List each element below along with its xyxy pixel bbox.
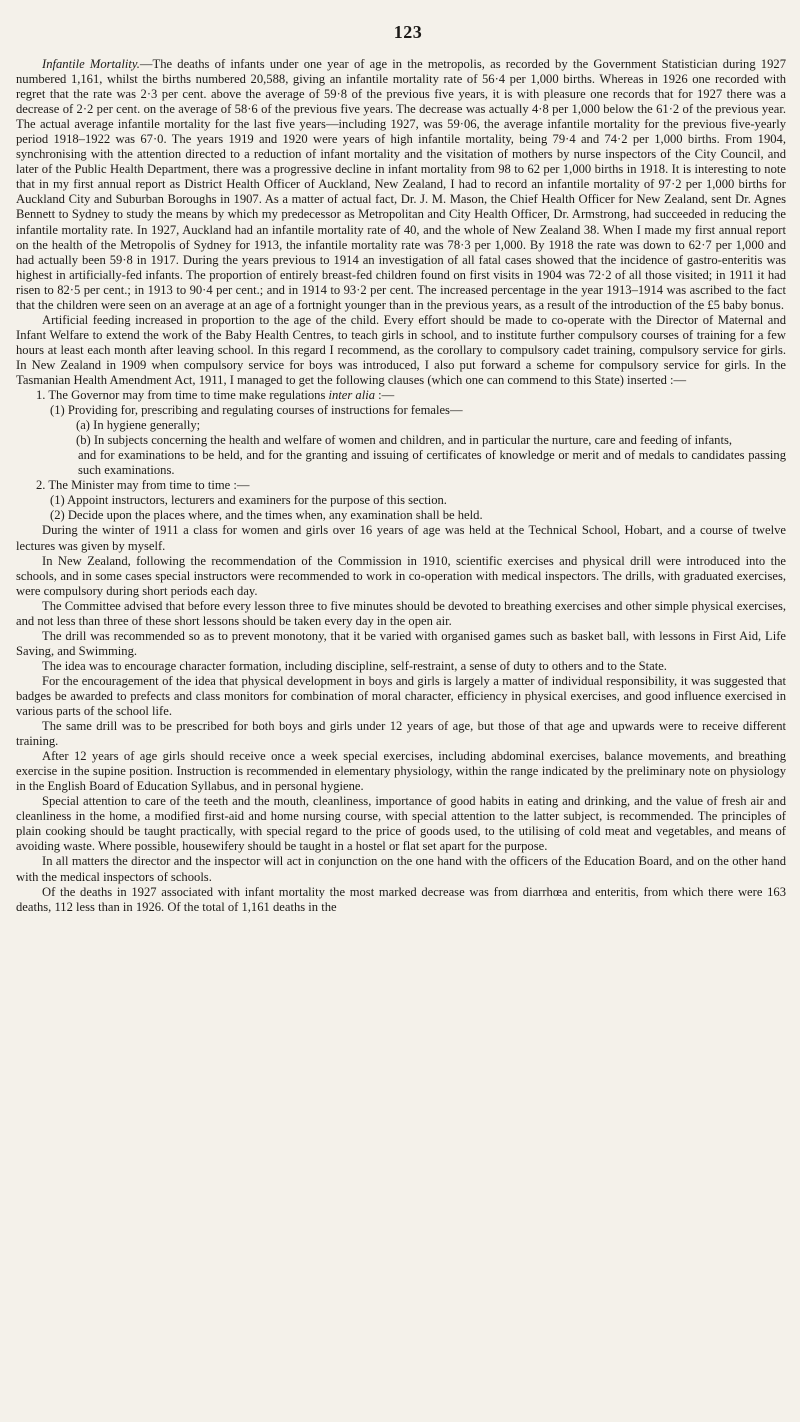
paragraph: After 12 years of age girls should receive once a week special exercises, including abdominal exercises, balance movements, and breathing exercise in the supine position. Instruction is recommended in elementary physiology, within the range indicated by the preliminary note on physiology in the English Board of Education Syllabus, and in personal hygiene. bbox=[16, 749, 786, 794]
paragraph: The same drill was to be prescribed for both boys and girls under 12 years of age, but those of that age and upwards were to receive different training. bbox=[16, 719, 786, 749]
paragraph: The drill was recommended so as to prevent monotony, that it be varied with organised games such as basket ball, with lessons in First Aid, Life Saving, and Swimming. bbox=[16, 628, 786, 658]
paragraph: During the winter of 1911 a class for women and girls over 16 years of age was held at the Technical School, Hobart, and a course of twelve lectures was given by myself. bbox=[16, 523, 786, 553]
paragraph: Of the deaths in 1927 associated with infant mortality the most marked decrease was from diarrhœa and enteritis, from which there were 163 deaths, 112 less than in 1926. Of the total of 1,161 deaths in the bbox=[16, 884, 786, 914]
clause-2: 2. The Minister may from time to time :— bbox=[36, 478, 250, 493]
clause-1 bbox=[16, 388, 786, 403]
paragraph: Special attention to care of the teeth and the mouth, cleanliness, importance of good habits in eating and drinking, and the value of fresh air and cleanliness in the home, a modified first-aid and home nursing course, with special attention to the latter subject, is recommended. The principles of plain cooking should be taught practically, with special regard to the price of goods used, to the utilising of cold meat and vegetables, and means of avoiding waste. Where possible, housewifery should be taught in a hostel or flat set apart for the purpose. bbox=[16, 794, 786, 854]
paragraph: In all matters the director and the inspector will act in conjunction on the one hand with the officers of the Education Board, and on the other hand with the medical inspectors of schools. bbox=[16, 854, 786, 884]
paragraph-text: —The deaths of infants under one year of age in the metropolis, as recorded by the Government Statistician during 1927 numbered 1,161, whilst the births numbered 20,588, giving an infantile mortality rate of 56·4 per 1,000 births. Whereas in 1926 one recorded with regret that the rate was 2·3 per cent. above the average of 59·8 of the previous five years, it is with pleasure one records that for 1927 there was a decrease of 2·2 per cent. on the average of 58·6 of the previous five years. The decrease was actually 4·8 per 1,000 below the 61·2 of the previous year. The actual average infantile mortality for the last five years—including 1927, was 59·06, the average infantile mortality for the previous five-yearly period 1918–1922 was 67·0. The years 1919 and 1920 were years of high infantile mortality, being 79·4 and 74·2 per 1,000 births. From 1904, synchronising with the attention directed to a reduction of infant mortality and the visitation of mothers by nurse inspectors of the City Council, and later of the Public Health Department, there was a progressive decline in infant mortality from 98 to 62 per 1,000 births in 1918. It is interesting to note that in my first annual report as District Health Officer of Auckland, New Zealand, I had to record an infantile mortality of 97·2 per 1,000 births for Auckland City and Suburban Boroughs in 1907. As a matter of actual fact, Dr. J. M. Mason, the Chief Health Officer for New Zealand, sent Dr. Agnes Bennett to Sydney to study the means by which my predecessor as Metropolitan and City Health Officer, Dr. Armstrong, had succeeded in reducing the infantile mortality rate. In 1927, Auckland had an infantile mortality rate of 40, and the whole of New Zealand 38. When I made my first annual report on the health of the Metropolis of Sydney for 1913, the infantile mortality rate was 78·3 per 1,000. By 1918 the rate was down to 62·7 per 1,000 and had actually been 59·8 in 1917. During the years previous to 1914 an investigation of all fatal cases showed that the incidence of gastro-enteritis was highest in artificially-fed infants. The proportion of entirely breast-fed children found on first visits in 1904 was 72·2 of all those visited; in 1911 it had risen to 82·5 per cent.; in 1913 to 90·4 per cent.; and in 1914 to 93·2 per cent. The increased percentage in the year 1913–1914 was ascribed to the fact that the children were seen on an average at an age of a fortnight younger than in the previous years, as a result of the introduction of the £5 baby bonus. bbox=[16, 57, 786, 312]
subclause-a: (a) In hygiene generally; bbox=[76, 418, 201, 433]
section-heading: Infantile Mortality. bbox=[42, 57, 140, 71]
paragraph: In New Zealand, following the recommendation of the Commission in 1910, scientific exercises and physical drill were introduced into the schools, and in some cases special instructors were recommended to work in co-operation with medical inspectors. The drills, with graduated exercises, were compulsory during short periods each day. bbox=[16, 553, 786, 598]
paragraph: For the encouragement of the idea that physical development in boys and girls is largely a matter of individual responsibility, it was suggested that badges be awarded to prefects and class monitors for combination of moral character, efficiency in physical exercises, and good influence exercised in various parts of the school life. bbox=[16, 673, 786, 719]
subclause: (1) Providing for, prescribing and regulating courses of instructions for females— bbox=[50, 403, 463, 418]
paragraph: The Committee advised that before every lesson three to five minutes should be devoted to breathing exercises and other simple physical exercises, and not less than three of these short lessons should be taken every day in the open air. bbox=[16, 598, 786, 628]
clause-text: :— bbox=[375, 388, 395, 403]
paragraph: The idea was to encourage character formation, including discipline, self-restraint, a sense of duty to others and to the State. bbox=[42, 658, 667, 673]
subclause-continuation: and for examinations to be held, and for the granting and issuing of certificates of knowledge or merit and of medals to candidates passing such examinations. bbox=[78, 448, 786, 478]
subclause: (2) Decide upon the places where, and the times when, any examination shall be held. bbox=[50, 508, 483, 523]
paragraph-infantile-mortality bbox=[16, 57, 786, 313]
clause-text: 1. The Governor may from time to time make regulations bbox=[36, 388, 329, 403]
subclause-b: (b) In subjects concerning the health and welfare of women and children, and in particular the nurture, care and feeding of infants, bbox=[76, 433, 733, 448]
subclause: (1) Appoint instructors, lecturers and examiners for the purpose of this section. bbox=[50, 493, 447, 508]
latin-phrase: inter alia bbox=[328, 388, 376, 403]
paragraph: Artificial feeding increased in proportion to the age of the child. Every effort should be made to co-operate with the Director of Maternal and Infant Welfare to extend the work of the Baby Health Centres, to teach girls in school, and to institute further compulsory courses of training for a few hours at least each month after leaving school. In this regard I recommend, as the corollary to compulsory cadet training, compulsory service for girls. In New Zealand in 1909 when compulsory service for boys was introduced, I also put forward a scheme for compulsory service for girls. In the Tasmanian Health Amendment Act, 1911, I managed to get the following clauses (which one can commend to this State) inserted :— bbox=[16, 312, 786, 387]
page-number: 123 bbox=[393, 22, 423, 42]
document-body bbox=[16, 57, 786, 915]
